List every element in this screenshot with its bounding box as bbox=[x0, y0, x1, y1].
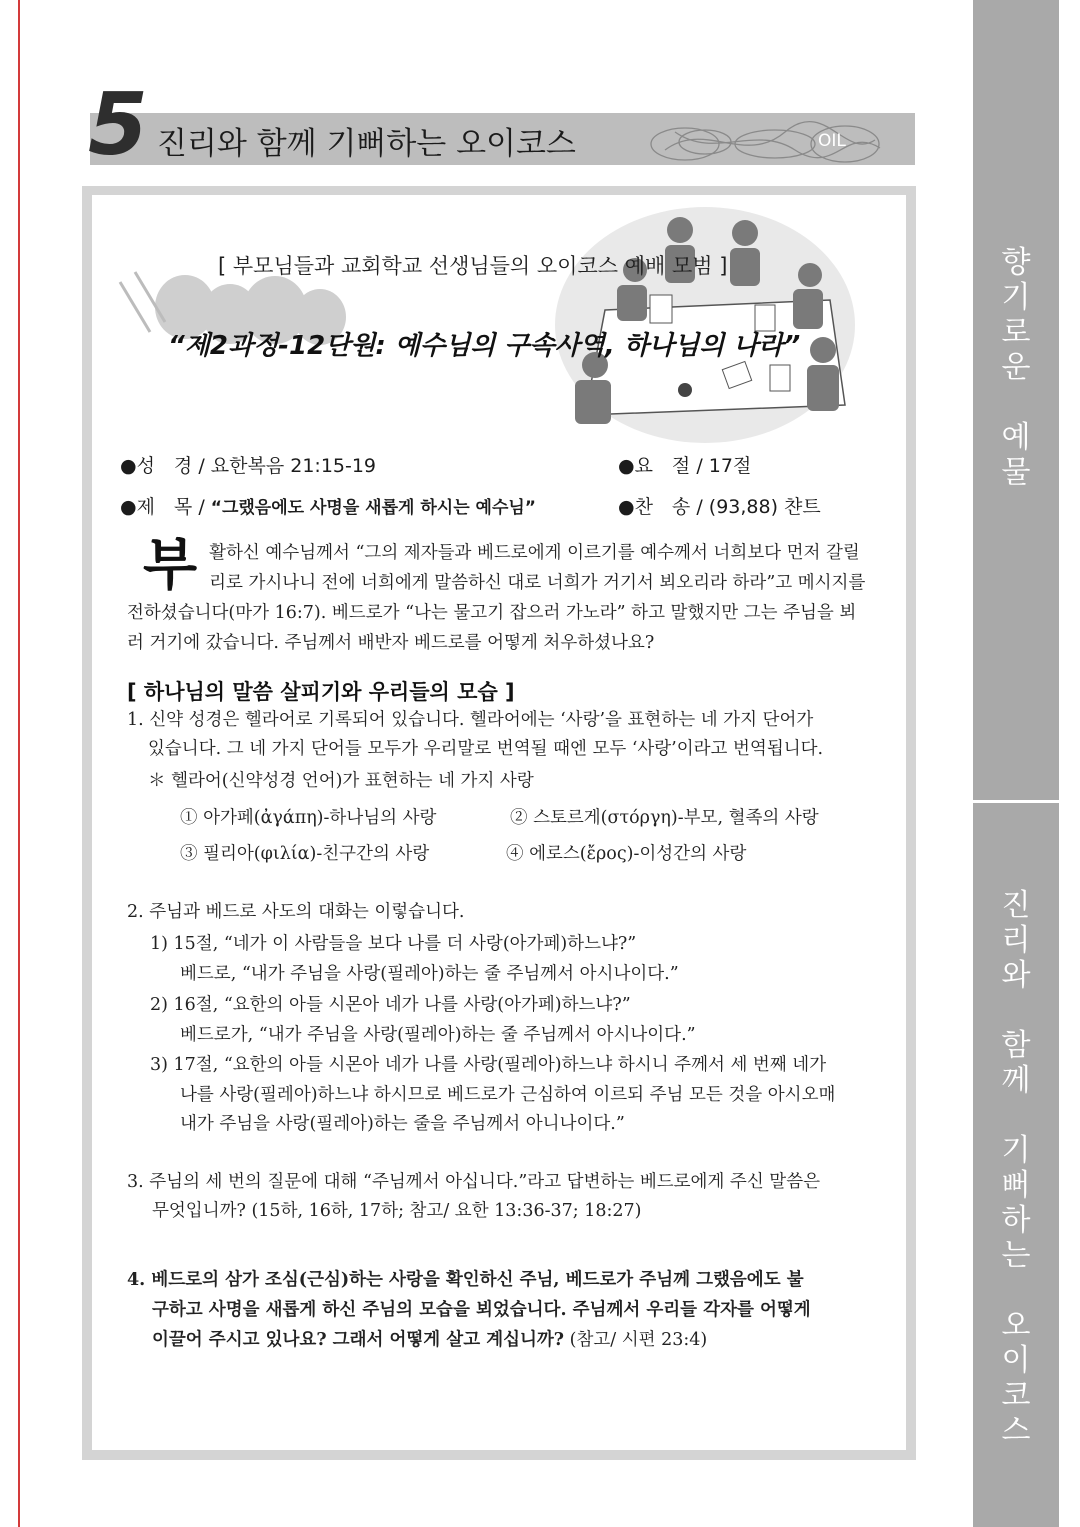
section-heading: [ 하나님의 말씀 살피기와 우리들의 모습 ] bbox=[127, 680, 515, 704]
love-agape: ① 아가페(ἀγάπη)-하나님의 사랑 bbox=[180, 808, 437, 828]
love-philia: ③ 필리아(φιλία)-친구간의 사랑 bbox=[180, 844, 430, 864]
scripture-label: ●성 경 / bbox=[120, 455, 205, 477]
hymn-row bbox=[618, 492, 821, 519]
intro-paragraph bbox=[127, 533, 872, 658]
q3-line1: 3. 주님의 세 번의 질문에 대해 “주님께서 아십니다.”라고 답변하는 베드로에게 주신 말씀은 bbox=[127, 1172, 821, 1192]
side-tab-divider bbox=[973, 800, 1059, 803]
ornament-decoration bbox=[645, 120, 885, 166]
q2-item1: 1) 15절, “네가 이 사람들을 보다 나를 더 사랑(아가페)하느냐?” bbox=[150, 934, 637, 954]
q1-line2: 있습니다. 그 네 가지 단어들 모두가 우리말로 번역될 때엔 모두 ‘사랑’이라고 번역됩니다. bbox=[148, 739, 824, 759]
sermon-title-label: ●제 목 / bbox=[120, 496, 205, 518]
verse-value: 17절 bbox=[708, 455, 752, 477]
chapter-title: 진리와 함께 기뻐하는 오이코스 bbox=[157, 126, 576, 162]
chapter-number: 5 bbox=[88, 75, 148, 175]
side-tab-upper-text: 향 기 로 운 예 물 bbox=[1001, 245, 1031, 490]
q2-intro: 2. 주님과 베드로 사도의 대화는 이렇습니다. bbox=[127, 902, 465, 922]
q4-reference: (참고/ 시편 23:4) bbox=[569, 1330, 708, 1350]
q2-item3-cont2: 내가 주님을 사랑(필레아)하는 줄을 주님께서 아니나이다.” bbox=[180, 1114, 625, 1134]
q4-line3 bbox=[152, 1326, 707, 1354]
q4-line1: 4. 베드로의 삼가 조심(근심)하는 사랑을 확인하신 주님, 베드로가 주님께 그랬음에도 불 bbox=[127, 1270, 804, 1290]
ornament-label: OIL bbox=[818, 131, 846, 151]
q2-item3-cont1: 나를 사랑(필레아)하느냐 하시므로 베드로가 근심하여 이르되 주님 모든 것을 아시오매 bbox=[180, 1085, 836, 1105]
love-eros: ④ 에로스(ἔρος)-이성간의 사랑 bbox=[506, 844, 747, 864]
drop-cap: 부 bbox=[143, 533, 198, 598]
q3-line2: 무엇입니까? (15하, 16하, 17하; 참고/ 요한 13:36-37; 18:27) bbox=[152, 1201, 642, 1221]
q1-note: ＊ 헬라어(신약성경 언어)가 표현하는 네 가지 사랑 bbox=[148, 771, 534, 791]
q2-item3: 3) 17절, “요한의 아들 시몬아 네가 나를 사랑(필레아)하느냐 하시니 주께서 세 번째 네가 bbox=[150, 1055, 827, 1075]
lesson-heading: [ 부모님들과 교회학교 선생님들의 오이코스 예배 모범 ] bbox=[218, 254, 728, 278]
lesson-subtitle: “제2과정-12단원: 예수님의 구속사역, 하나님의 나라” bbox=[168, 331, 801, 361]
verse-row bbox=[618, 451, 751, 478]
side-tab-lower-text: 진 리 와 함 께 기 뻐 하 는 오 이 코 스 bbox=[1001, 888, 1031, 1448]
love-storge: ② 스토르게(στόργη)-부모, 혈족의 사랑 bbox=[510, 808, 819, 828]
q4-line2: 구하고 사명을 새롭게 하신 주님의 모습을 뵈었습니다. 주님께서 우리들 각자를 어떻게 bbox=[152, 1300, 811, 1320]
hymn-value: (93,88) 챤트 bbox=[708, 496, 821, 518]
sermon-title-value: “그랬음에도 사명을 새롭게 하시는 예수님” bbox=[210, 498, 536, 518]
page-border-left bbox=[18, 0, 20, 1527]
scripture-value: 요한복음 21:15-19 bbox=[210, 455, 377, 477]
title-row bbox=[120, 492, 536, 519]
intro-text: 활하신 예수님께서 “그의 제자들과 베드로에게 이르기를 예수께서 너희보다 먼저 갈릴리로 가시나니 전에 너희에게 말씀하신 대로 너희가 거기서 뵈오리라 하라”고 메시지를 전하셨습니다(마가 16:7). 베드로가 “나는 물고기 잡으러 가노라” 하고 말했지만 그는 주님을 뵈러 거기에 갔습니다. 주님께서 배반자 베드로를 어떻게 처우하셨나요? bbox=[127, 543, 866, 653]
q4-line3-text: 이끌어 주시고 있나요? 그래서 어떻게 살고 계십니까? bbox=[152, 1330, 565, 1350]
q2-item2-reply: 베드로가, “내가 주님을 사랑(필레아)하는 줄 주님께서 아시나이다.” bbox=[180, 1025, 696, 1045]
q2-item1-reply: 베드로, “내가 주님을 사랑(필레아)하는 줄 주님께서 아시나이다.” bbox=[180, 964, 679, 984]
scripture-row bbox=[120, 451, 376, 478]
q2-item2: 2) 16절, “요한의 아들 시몬아 네가 나를 사랑(아가페)하느냐?” bbox=[150, 995, 631, 1015]
verse-label: ●요 절 / bbox=[618, 455, 703, 477]
q1-line1: 1. 신약 성경은 헬라어로 기록되어 있습니다. 헬라어에는 ‘사랑’을 표현하는 네 가지 단어가 bbox=[127, 710, 814, 730]
hymn-label: ●찬 송 / bbox=[618, 496, 703, 518]
